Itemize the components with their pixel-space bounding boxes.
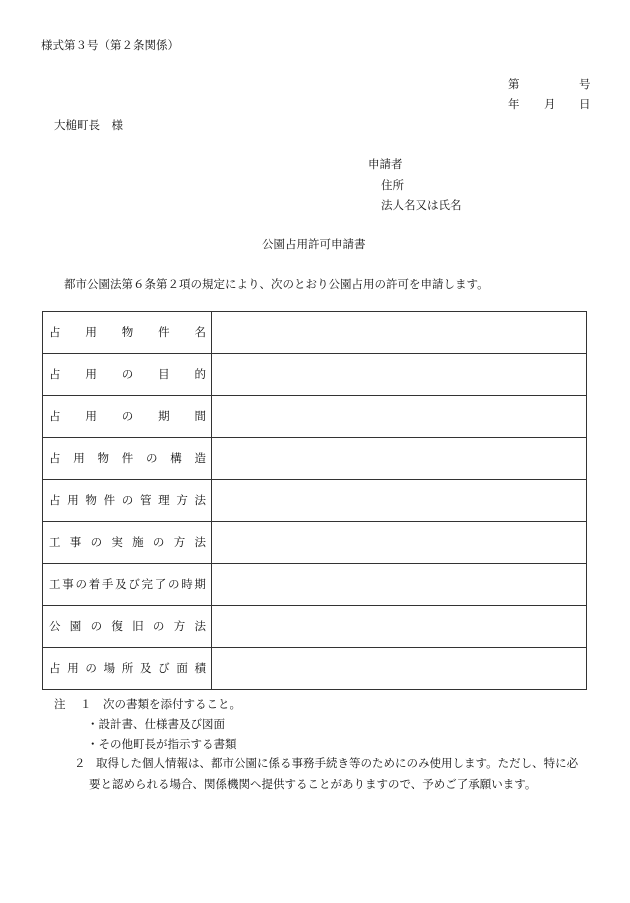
form-row-label-text: 工 事 の 実 施 の 方 法 — [49, 534, 206, 549]
form-row — [43, 396, 587, 438]
form-row-label-text: 占 用 の 場 所 及 び 面 積 — [49, 660, 206, 675]
form-row-label — [43, 480, 212, 522]
form-row-label — [43, 354, 212, 396]
form-row-value-field[interactable] — [212, 564, 587, 606]
form-row — [43, 522, 587, 564]
note-1-sub-item: ・設計書、仕様書及び図面 — [87, 717, 225, 731]
date-year-label: 年 — [508, 97, 520, 111]
form-row-label — [43, 312, 212, 354]
form-row-label — [43, 648, 212, 690]
application-form-table — [42, 311, 587, 690]
form-row-label — [43, 438, 212, 480]
note-1-number: １ — [80, 697, 92, 711]
form-row-label-text: 占 用 物 件 の 管 理 方 法 — [49, 492, 206, 507]
note-2-number: ２ — [74, 756, 86, 770]
note-1-text: 次の書類を添付すること。 — [103, 697, 241, 711]
form-row-label — [43, 606, 212, 648]
form-row — [43, 564, 587, 606]
form-row-value-field[interactable] — [212, 312, 587, 354]
form-row-value-field[interactable] — [212, 438, 587, 480]
form-row-label-text: 公 園 の 復 旧 の 方 法 — [49, 618, 206, 633]
form-row-value-field[interactable] — [212, 396, 587, 438]
form-row-label — [43, 522, 212, 564]
form-row-value-field[interactable] — [212, 480, 587, 522]
form-row-label-text: 占 用 の 期 間 — [49, 408, 206, 423]
note-2-text-line1: 取得した個人情報は、都市公園に係る事務手続き等のためにのみ使用します。ただし、特に必 — [96, 756, 579, 770]
form-row — [43, 354, 587, 396]
form-row-label-text: 占 用 の 目 的 — [49, 366, 206, 381]
applicant-name-label: 法人名又は氏名 — [381, 198, 462, 212]
form-row — [43, 438, 587, 480]
addressee: 大槌町長 様 — [54, 118, 123, 132]
form-row — [43, 606, 587, 648]
form-row-label-text: 占 用 物 件 名 — [49, 324, 206, 339]
document-number-suffix: 号 — [579, 77, 591, 91]
form-row-label — [43, 396, 212, 438]
form-row — [43, 480, 587, 522]
form-row-label-text: 工 事 の 着 手 及 び 完 了 の 時 期 — [49, 576, 206, 591]
note-2-text-line2: 要と認められる場合、関係機関へ提供することがありますので、予めご了承願います。 — [89, 777, 537, 791]
form-row-label-text: 占 用 物 件 の 構 造 — [49, 450, 206, 465]
date-month-label: 月 — [544, 97, 556, 111]
form-row-value-field[interactable] — [212, 648, 587, 690]
document-number-prefix: 第 — [508, 77, 520, 91]
intro-text: 都市公園法第６条第２項の規定により、次のとおり公園占用の許可を申請します。 — [64, 277, 489, 291]
applicant-label: 申請者 — [368, 157, 403, 171]
applicant-address-label: 住所 — [381, 178, 404, 192]
form-row — [43, 648, 587, 690]
notes-label: 注 — [54, 697, 66, 711]
form-row-label — [43, 564, 212, 606]
note-1 — [80, 699, 241, 711]
form-row — [43, 312, 587, 354]
form-number: 様式第３号（第２条関係） — [41, 38, 179, 52]
note-1-sub-item: ・その他町長が指示する書類 — [87, 737, 237, 751]
form-row-value-field[interactable] — [212, 354, 587, 396]
form-row-value-field[interactable] — [212, 522, 587, 564]
document-title: 公園占用許可申請書 — [262, 237, 366, 251]
form-row-value-field[interactable] — [212, 606, 587, 648]
date-day-label: 日 — [579, 97, 591, 111]
